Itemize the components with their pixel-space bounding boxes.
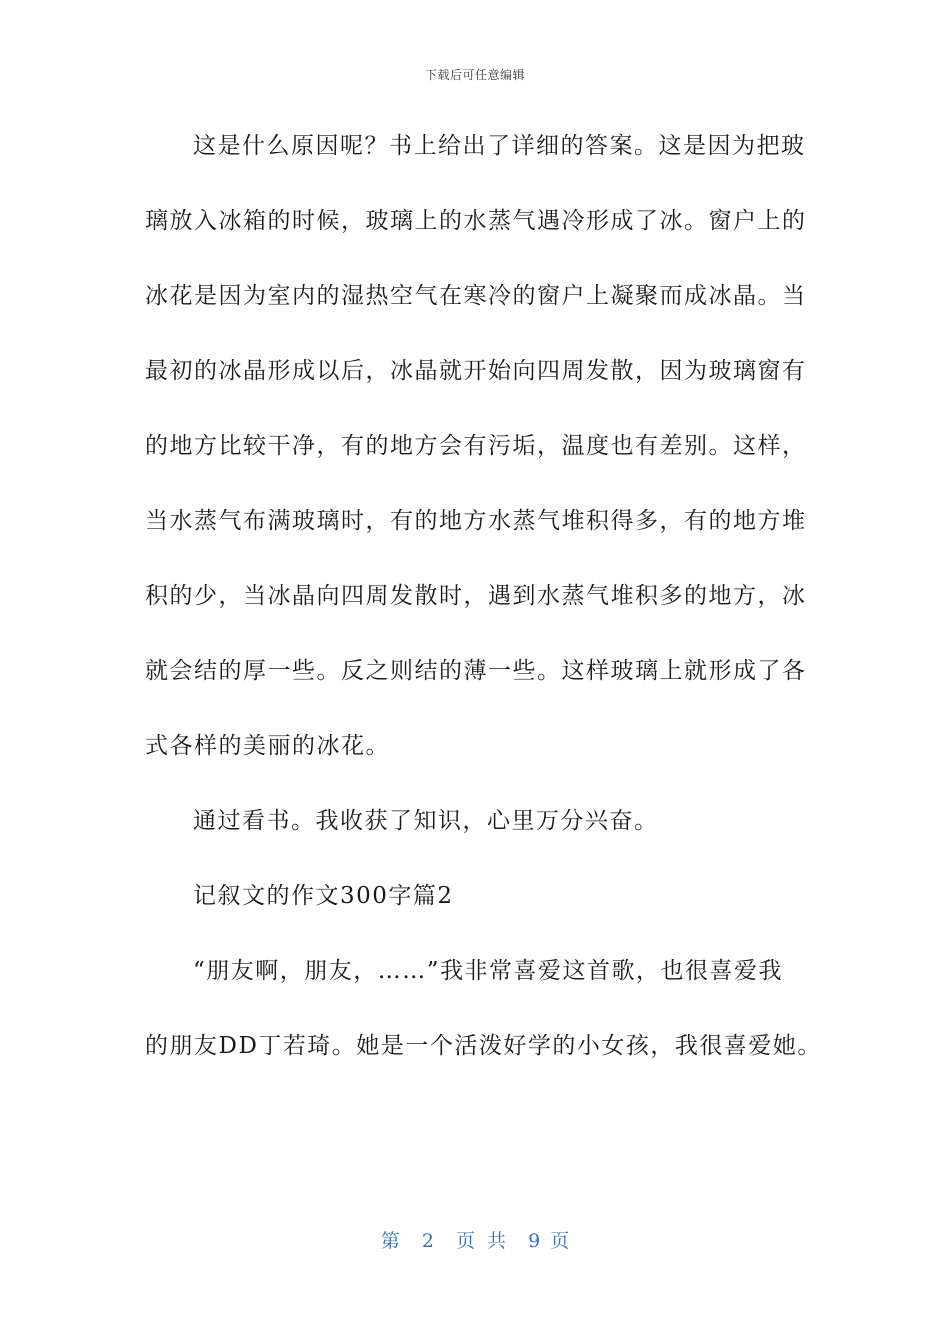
paragraph-line: 冰花是因为室内的湿热空气在寒冷的窗户上凝聚而成冰晶。当	[145, 283, 807, 309]
footer-middle: 页 共	[456, 1230, 507, 1252]
paragraph-line: 式各样的美丽的冰花。	[145, 733, 390, 759]
paragraph-line: 璃放入冰箱的时候，玻璃上的水蒸气遇冷形成了冰。窗户上的	[145, 208, 807, 234]
footer-prefix: 第	[380, 1230, 400, 1252]
paragraph-line: 的地方比较干净，有的地方会有污垢，温度也有差别。这样，	[145, 433, 807, 459]
footer-current-page: 2	[421, 1230, 434, 1252]
footer-total-pages: 9	[528, 1230, 541, 1252]
paragraph-line: “朋友啊，朋友，……”我非常喜爱这首歌，也很喜爱我	[193, 958, 784, 984]
paragraph-line: 最初的冰晶形成以后，冰晶就开始向四周发散，因为玻璃窗有	[145, 358, 807, 384]
paragraph-line: 这是什么原因呢？书上给出了详细的答案。这是因为把玻	[193, 133, 806, 159]
footer-suffix: 页	[550, 1230, 570, 1252]
paragraph-line: 积的少，当冰晶向四周发散时，遇到水蒸气堆积多的地方，冰	[145, 583, 807, 609]
paragraph-line: 就会结的厚一些。反之则结的薄一些。这样玻璃上就形成了各	[145, 658, 807, 684]
page-header: 下载后可任意编辑	[424, 68, 525, 82]
document-body	[145, 124, 822, 1099]
paragraph-line: 当水蒸气布满玻璃时，有的地方水蒸气堆积得多，有的地方堆	[145, 508, 807, 534]
paragraph-line: 的朋友DD丁若琦。她是一个活泼好学的小女孩，我很喜爱她。	[145, 1033, 822, 1059]
paragraph-line: 通过看书。我收获了知识，心里万分兴奋。	[193, 808, 659, 834]
page-number-footer	[0, 1226, 950, 1253]
section-heading: 记叙文的作文300字篇2	[193, 883, 454, 909]
